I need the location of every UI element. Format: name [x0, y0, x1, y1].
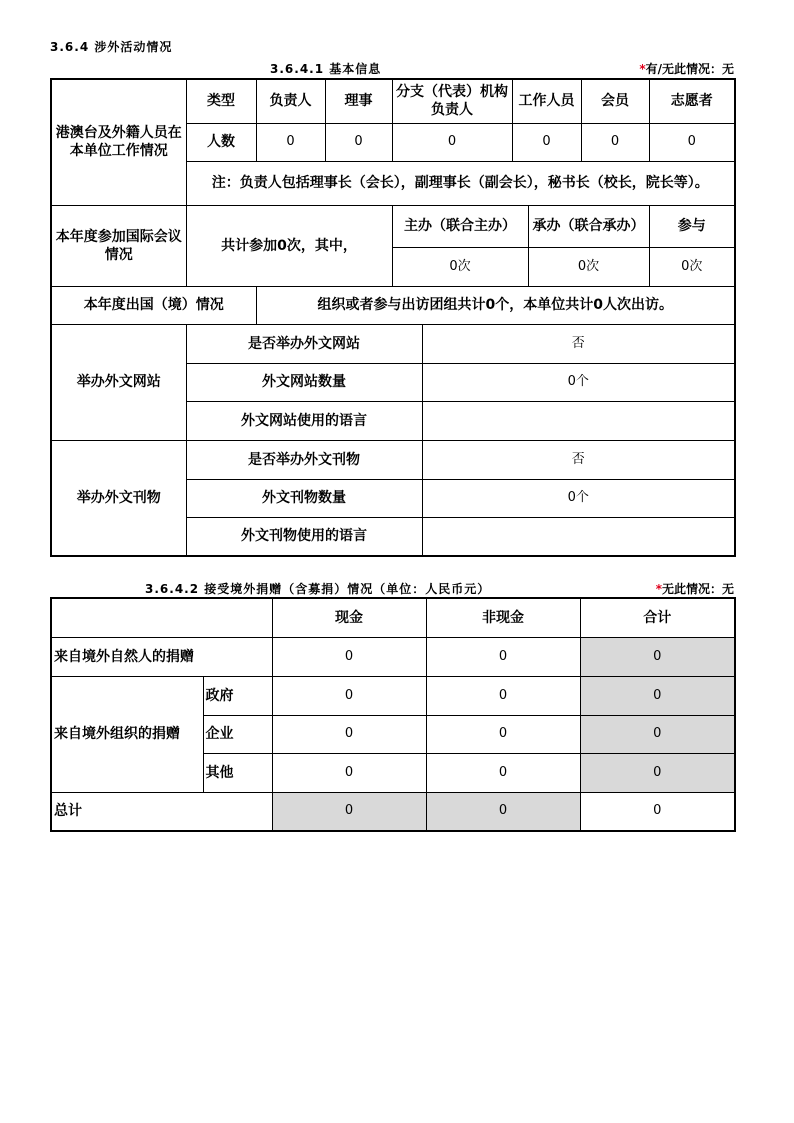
donation-natural-row — [51, 637, 735, 676]
conference-attend-value: 0次 — [649, 247, 735, 286]
donation-org-label: 来自境外组织的捐赠 — [51, 676, 203, 792]
donation-total-label: 总计 — [51, 792, 272, 831]
donation-header-total: 合计 — [580, 598, 735, 637]
website-q3: 外文网站使用的语言 — [186, 401, 422, 440]
conference-host-value: 0次 — [392, 247, 528, 286]
abroad-row — [51, 286, 735, 324]
donation-natural-cash: 0 — [272, 637, 426, 676]
donation-org-other-label: 其他 — [203, 753, 272, 792]
staff-value-leader: 0 — [256, 123, 325, 161]
journal-q1: 是否举办外文刊物 — [186, 440, 422, 479]
staff-row-label: 港澳台及外籍人员在本单位工作情况 — [51, 79, 186, 205]
donation-org-gov-label: 政府 — [203, 676, 272, 715]
donation-org-other-cash: 0 — [272, 753, 426, 792]
section-title: 3.6.4 涉外活动情况 — [50, 40, 173, 54]
donation-table — [50, 597, 736, 832]
donation-org-row-gov — [51, 676, 735, 715]
donation-header-noncash: 非现金 — [426, 598, 580, 637]
abroad-row-label: 本年度出国（境）情况 — [51, 286, 256, 324]
basic-info-title: 3.6.4.1 基本信息 — [270, 62, 382, 76]
donation-flag: *无此情况：无 — [655, 582, 734, 596]
donation-org-other-noncash: 0 — [426, 753, 580, 792]
journal-a2: 0个 — [422, 479, 735, 517]
journal-a1: 否 — [422, 440, 735, 479]
donation-natural-noncash: 0 — [426, 637, 580, 676]
staff-value-volunteer: 0 — [649, 123, 735, 161]
donation-org-enterprise-label: 企业 — [203, 715, 272, 753]
staff-header-volunteer: 志愿者 — [649, 79, 735, 123]
conference-attend-label: 参与 — [649, 205, 735, 247]
donation-natural-total: 0 — [580, 637, 735, 676]
donation-total-cash: 0 — [272, 792, 426, 831]
conference-header-row — [51, 205, 735, 247]
staff-header-member: 会员 — [581, 79, 649, 123]
donation-title: 3.6.4.2 接受境外捐赠（含募捐）情况（单位：人民币元） — [145, 582, 491, 596]
staff-header-leader: 负责人 — [256, 79, 325, 123]
donation-org-gov-noncash: 0 — [426, 676, 580, 715]
website-row-label: 举办外文网站 — [51, 324, 186, 440]
donation-org-gov-cash: 0 — [272, 676, 426, 715]
journal-row-label: 举办外文刊物 — [51, 440, 186, 556]
journal-row-1 — [51, 440, 735, 479]
website-a3 — [422, 401, 735, 440]
abroad-text: 组织或者参与出访团组共计0个，本单位共计0人次出访。 — [256, 286, 735, 324]
donation-header-row — [51, 598, 735, 637]
website-q2: 外文网站数量 — [186, 363, 422, 401]
donation-header-cash: 现金 — [272, 598, 426, 637]
staff-value-director: 0 — [325, 123, 392, 161]
website-a1: 否 — [422, 324, 735, 363]
staff-value-member: 0 — [581, 123, 649, 161]
journal-q3: 外文刊物使用的语言 — [186, 517, 422, 556]
donation-header-blank — [51, 598, 272, 637]
staff-count-label: 人数 — [186, 123, 256, 161]
basic-info-flag: *有/无此情况：无 — [639, 62, 734, 76]
donation-org-other-total: 0 — [580, 753, 735, 792]
conference-total: 共计参加0次，其中， — [186, 205, 392, 286]
journal-q2: 外文刊物数量 — [186, 479, 422, 517]
staff-value-branch: 0 — [392, 123, 512, 161]
donation-org-enterprise-total: 0 — [580, 715, 735, 753]
conference-cohost-label: 承办（联合承办） — [528, 205, 649, 247]
donation-total-noncash: 0 — [426, 792, 580, 831]
donation-org-gov-total: 0 — [580, 676, 735, 715]
staff-note: 注：负责人包括理事长（会长），副理事长（副会长），秘书长（校长，院长等）。 — [186, 161, 735, 205]
staff-value-worker: 0 — [512, 123, 581, 161]
website-a2: 0个 — [422, 363, 735, 401]
staff-type-label: 类型 — [186, 79, 256, 123]
conference-row-label: 本年度参加国际会议情况 — [51, 205, 186, 286]
donation-total-total: 0 — [580, 792, 735, 831]
journal-a3 — [422, 517, 735, 556]
staff-header-director: 理事 — [325, 79, 392, 123]
donation-org-enterprise-cash: 0 — [272, 715, 426, 753]
website-row-1 — [51, 324, 735, 363]
donation-org-enterprise-noncash: 0 — [426, 715, 580, 753]
website-q1: 是否举办外文网站 — [186, 324, 422, 363]
donation-total-row — [51, 792, 735, 831]
staff-header-row — [51, 79, 735, 123]
donation-natural-label: 来自境外自然人的捐赠 — [51, 637, 272, 676]
staff-header-branch: 分支（代表）机构负责人 — [392, 79, 512, 123]
conference-cohost-value: 0次 — [528, 247, 649, 286]
staff-header-worker: 工作人员 — [512, 79, 581, 123]
basic-info-table — [50, 78, 736, 557]
conference-host-label: 主办（联合主办） — [392, 205, 528, 247]
